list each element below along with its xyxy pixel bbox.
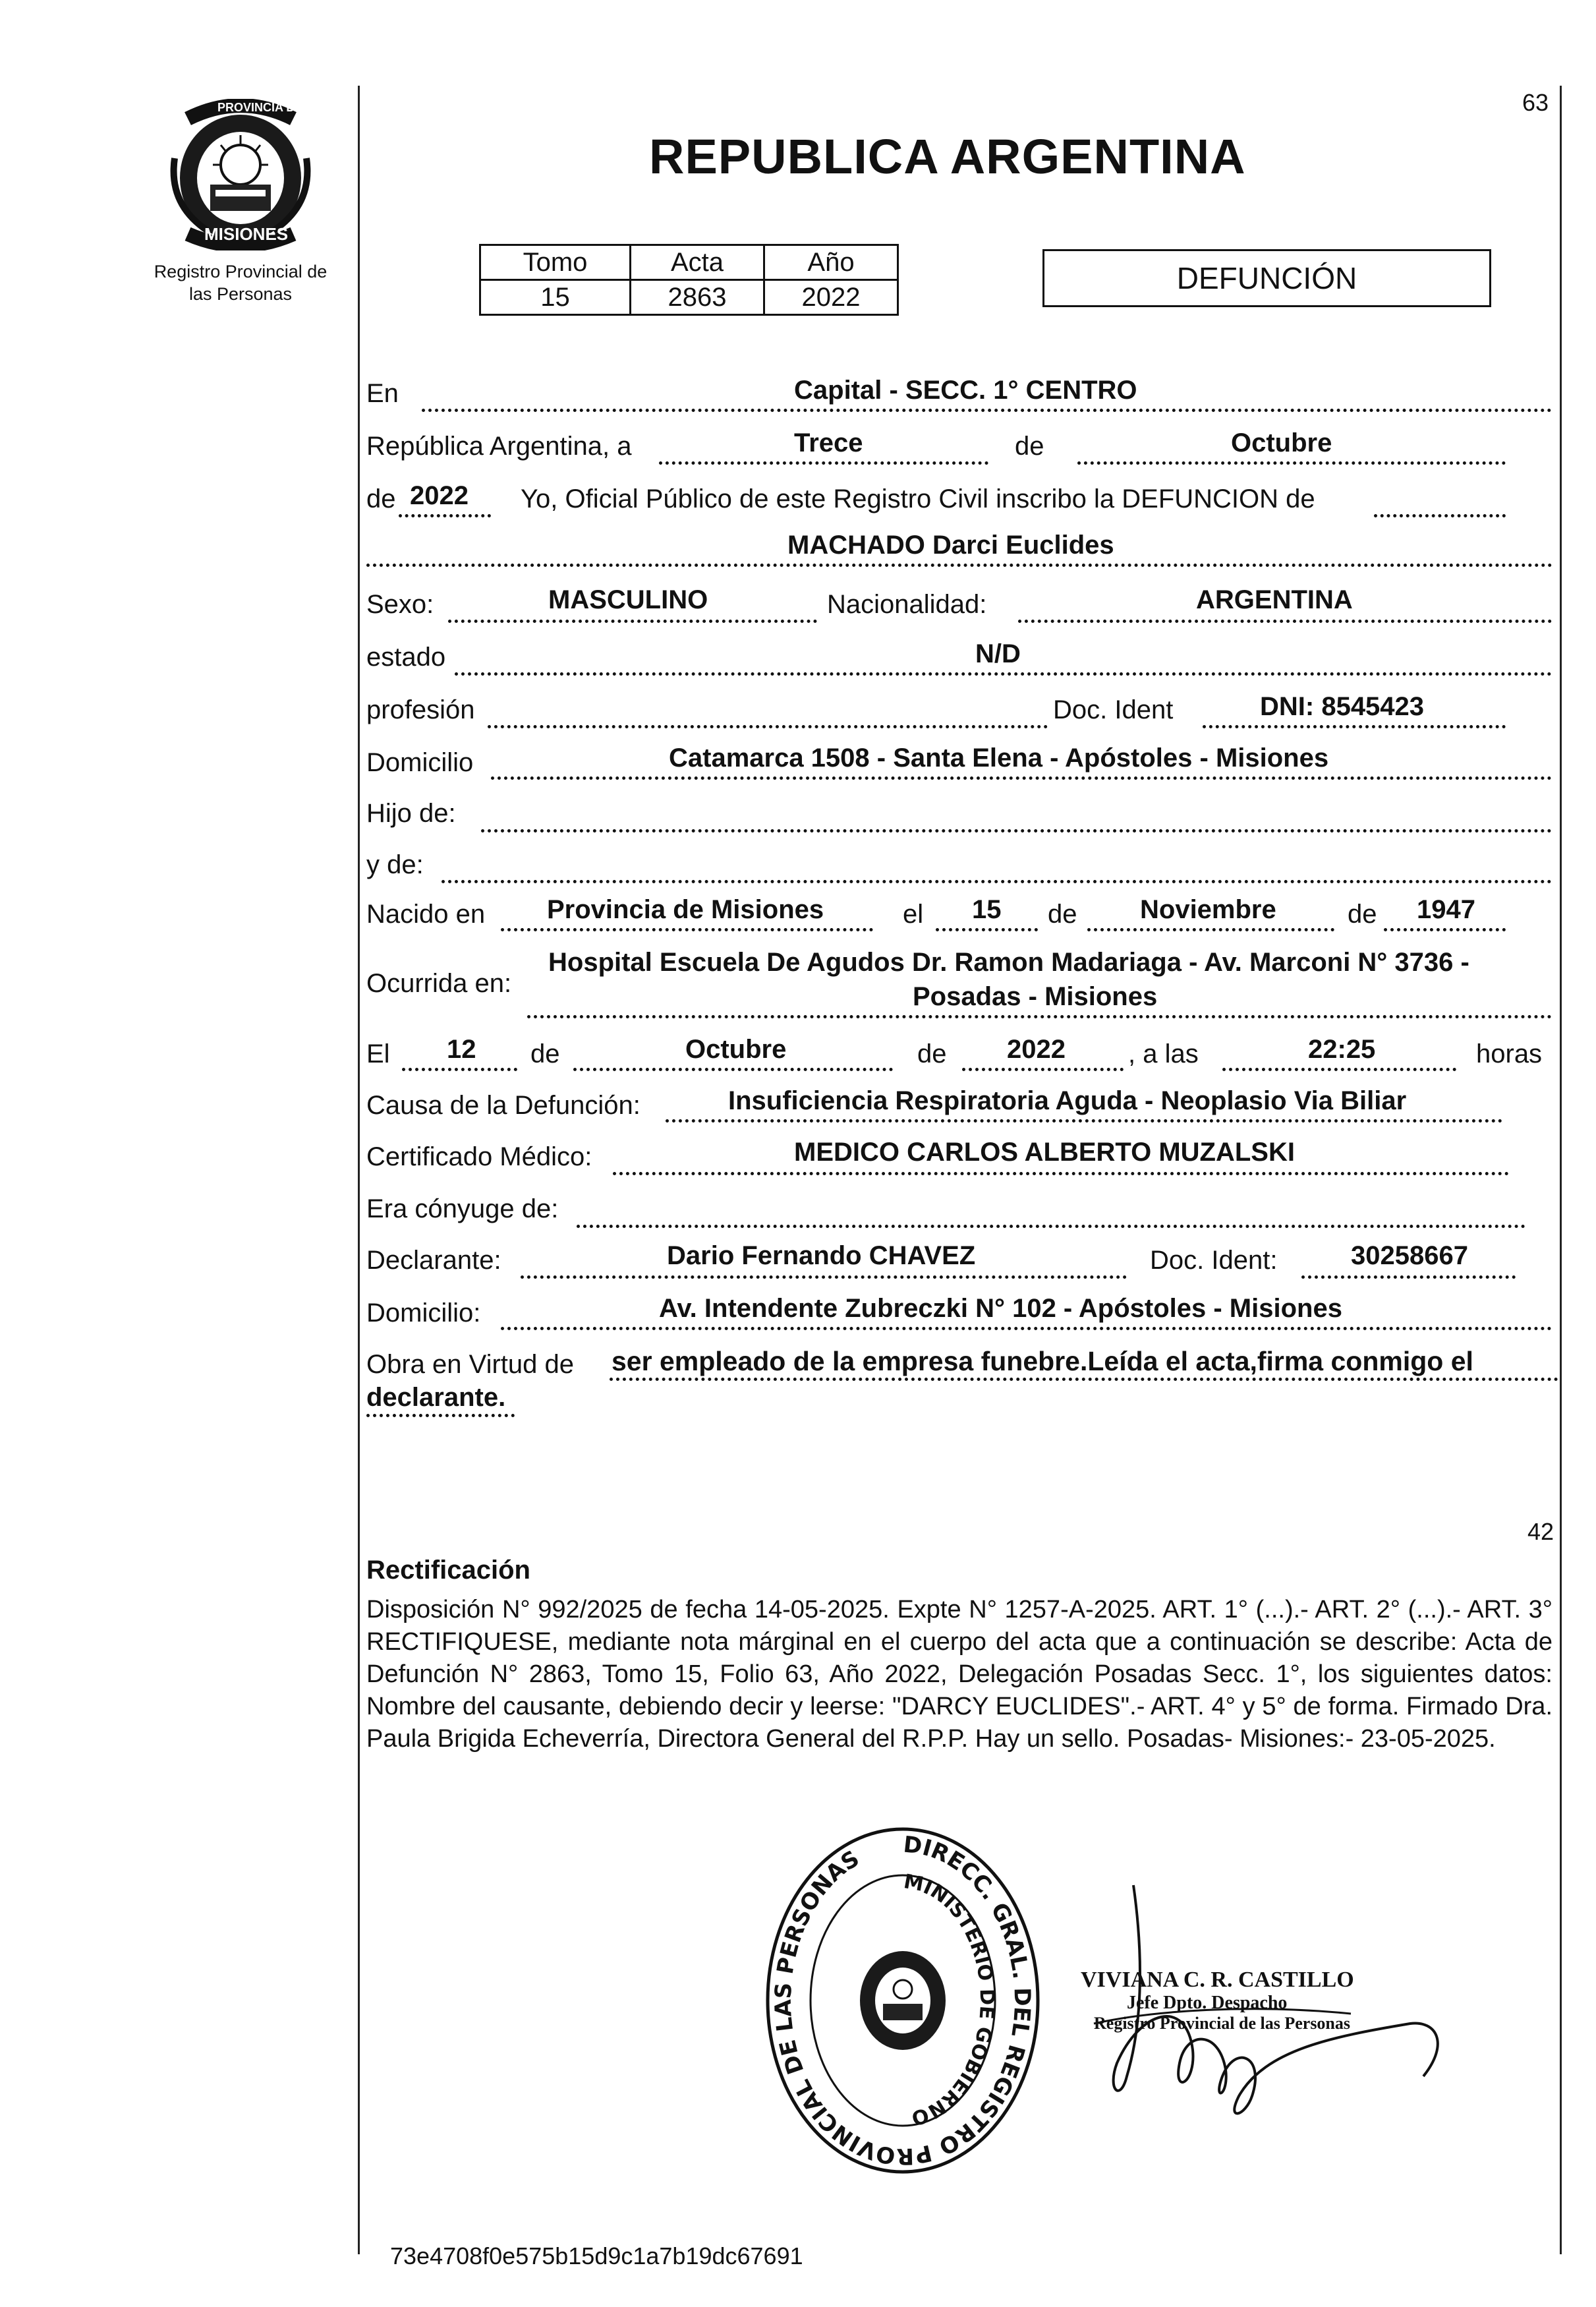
dotted-line — [481, 829, 1552, 832]
de3-label: de — [1048, 900, 1077, 929]
dotted-line — [1077, 461, 1506, 465]
doc-label: Doc. Ident — [1053, 695, 1174, 724]
emblem-top-text: PROVINCIA DE — [217, 101, 303, 114]
inscribo-text: Yo, Oficial Público de este Registro Civil inscribo la DEFUNCION de — [521, 484, 1315, 513]
nacionalidad-label: Nacionalidad: — [827, 590, 987, 619]
cert-label: Certificado Médico: — [366, 1142, 592, 1171]
nac-anio-value: 1947 — [1417, 895, 1475, 924]
dotted-line — [399, 514, 491, 517]
causa-label: Causa de la Defunción: — [366, 1091, 641, 1120]
estado-value: N/D — [975, 639, 1021, 668]
def-hora-value: 22:25 — [1308, 1035, 1376, 1064]
signer-name: VIVIANA C. R. CASTILLO — [1081, 1968, 1354, 1992]
domicilio-value: Catamarca 1508 - Santa Elena - Apóstoles - Misiones — [669, 744, 1329, 773]
conyuge-label: Era cónyuge de: — [366, 1194, 559, 1223]
rectificacion-title: Rectificación — [366, 1556, 530, 1585]
yde-label: y de: — [366, 850, 424, 879]
doc2-value: 30258667 — [1351, 1241, 1468, 1270]
el2-label: El — [366, 1039, 390, 1068]
ocurrida-line1: Hospital Escuela De Agudos Dr. Ramon Madariaga - Av. Marconi N° 3736 - — [548, 948, 1469, 977]
page-title: REPUBLICA ARGENTINA — [649, 129, 1246, 184]
official-stamp — [758, 1819, 1048, 2175]
signer-role: Jefe Dpto. Despacho — [1127, 1993, 1288, 2013]
tomo-value: 15 — [480, 280, 631, 315]
de6-label: de — [917, 1039, 947, 1068]
dotted-line — [1018, 620, 1552, 623]
de4-label: de — [1348, 900, 1377, 929]
dotted-line — [1087, 928, 1334, 931]
dotted-line — [666, 1119, 1502, 1123]
document-hash: 73e4708f0e575b15d9c1a7b19dc67691 — [390, 2242, 803, 2269]
nacionalidad-value: ARGENTINA — [1196, 585, 1353, 614]
sexo-label: Sexo: — [366, 590, 434, 619]
page-number-2: 42 — [1527, 1518, 1554, 1545]
dotted-line — [1222, 1068, 1456, 1071]
acta-value: 2863 — [631, 280, 764, 315]
dotted-line — [1384, 928, 1506, 931]
mes-registro-value: Octubre — [1231, 428, 1332, 457]
dotted-line — [613, 1172, 1509, 1175]
org-line-2: las Personas — [188, 284, 293, 304]
dotted-line — [936, 928, 1038, 931]
registry-table — [479, 244, 899, 316]
left-margin-line — [358, 86, 360, 2254]
estado-label: estado — [366, 643, 446, 672]
dotted-line — [448, 620, 817, 623]
org-line-1: Registro Provincial de — [154, 262, 328, 281]
page-number: 63 — [1522, 89, 1549, 116]
el-label: el — [903, 900, 924, 929]
dotted-line — [659, 461, 988, 465]
def-mes-value: Octubre — [685, 1035, 787, 1064]
sexo-value: MASCULINO — [548, 585, 708, 614]
dotted-line — [402, 1068, 517, 1071]
domicilio-label: Domicilio — [366, 748, 474, 777]
doc2-label: Doc. Ident: — [1150, 1246, 1278, 1275]
dotted-line — [366, 564, 1553, 567]
profesion-label: profesión — [366, 695, 475, 724]
anio-label: Año — [764, 245, 898, 280]
declarante-label: Declarante: — [366, 1246, 501, 1275]
obra-line1: ser empleado de la empresa funebre.Leída el acta,firma conmigo el — [612, 1346, 1473, 1376]
dotted-line — [1374, 514, 1506, 517]
dotted-line — [610, 1378, 1558, 1381]
emblem-bottom-text: MISIONES — [204, 224, 289, 244]
causa-value: Insuficiencia Respiratoria Aguda - Neoplasio Via Biliar — [728, 1086, 1407, 1115]
dotted-line — [573, 1068, 893, 1071]
acta-label: Acta — [631, 245, 764, 280]
dotted-line — [501, 928, 873, 931]
dotted-line — [1203, 725, 1506, 728]
de-label: de — [1015, 432, 1044, 461]
tomo-label: Tomo — [480, 245, 631, 280]
dotted-line — [501, 1327, 1552, 1330]
dotted-line — [521, 1275, 1127, 1279]
anio-registro-value: 2022 — [410, 481, 469, 510]
de5-label: de — [530, 1039, 560, 1068]
de2-label: de — [366, 484, 396, 513]
nacido-en-value: Provincia de Misiones — [547, 895, 824, 924]
lugar-value: Capital - SECC. 1° CENTRO — [794, 376, 1137, 405]
dotted-line — [455, 672, 1552, 676]
rectificacion-body: Disposición N° 992/2025 de fecha 14-05-2025. Expte N° 1257-A-2025. ART. 1° (...).- ART. 2° (...).- ART. 3° RECTIFIQUESE, mediante nota márginal en el cuerpo del acta que a continuación se describe: Acta de Defunción N° 2863, Tomo 15, Folio 63, Año 2022, Delegación Posadas Secc. 1°, los siguientes datos: Nombre del causante, debiendo decir y leerse: "DARCY EUCLIDES".- ART. 4° y 5° de forma. Firmado Dra. Paula Brigida Echeverría, Directora General del R.P.P. Hay un sello. Posadas- Misiones:- 23-05-2025. — [366, 1596, 1553, 1753]
en-label: En — [366, 379, 399, 408]
dotted-line — [366, 1414, 515, 1417]
dotted-line — [491, 776, 1552, 780]
domicilio2-value: Av. Intendente Zubreczki N° 102 - Apóstoles - Misiones — [659, 1294, 1342, 1323]
domicilio2-label: Domicilio: — [366, 1299, 481, 1328]
nacido-label: Nacido en — [366, 900, 486, 929]
hijo-label: Hijo de: — [366, 799, 456, 828]
dotted-line — [527, 1015, 1552, 1018]
nac-dia-value: 15 — [972, 895, 1002, 924]
document-type-box: DEFUNCIÓN — [1042, 249, 1491, 307]
organization-name — [128, 260, 353, 305]
dia-registro-value: Trece — [794, 428, 863, 457]
def-anio-value: 2022 — [1007, 1035, 1066, 1064]
alas-label: , a las — [1128, 1039, 1199, 1068]
def-dia-value: 12 — [447, 1035, 476, 1064]
dotted-line — [577, 1225, 1525, 1228]
signer-org: Registro Provincial de las Personas — [1094, 2014, 1351, 2033]
dotted-line — [962, 1068, 1124, 1071]
obra-label: Obra en Virtud de — [366, 1350, 575, 1379]
dotted-line — [422, 409, 1552, 412]
right-margin-line — [1560, 86, 1562, 2254]
stamp-ring-text: DIRECC. GRAL. DEL REGISTRO PROVINCIAL DE LAS PERSONAS — [770, 1831, 1036, 2170]
nac-mes-value: Noviembre — [1140, 895, 1276, 924]
declarante-value: Dario Fernando CHAVEZ — [667, 1241, 976, 1270]
ocurrida-line2: Posadas - Misiones — [913, 982, 1158, 1011]
ocurrida-label: Ocurrida en: — [366, 969, 512, 998]
anio-value: 2022 — [764, 280, 898, 315]
doc-value: DNI: 8545423 — [1260, 692, 1425, 721]
republica-label: República Argentina, a — [366, 432, 632, 461]
cert-value: MEDICO CARLOS ALBERTO MUZALSKI — [794, 1138, 1295, 1167]
dotted-line — [1301, 1275, 1516, 1279]
obra-line2: declarante. — [366, 1383, 506, 1412]
dotted-line — [488, 725, 1048, 728]
dotted-line — [442, 880, 1552, 883]
nombre-value: MACHADO Darci Euclides — [787, 531, 1114, 560]
stamp-inner-text: MINISTERIO DE GOBIERNO — [901, 1870, 999, 2130]
horas-label: horas — [1476, 1039, 1543, 1068]
handwritten-signature — [1054, 1879, 1463, 2142]
